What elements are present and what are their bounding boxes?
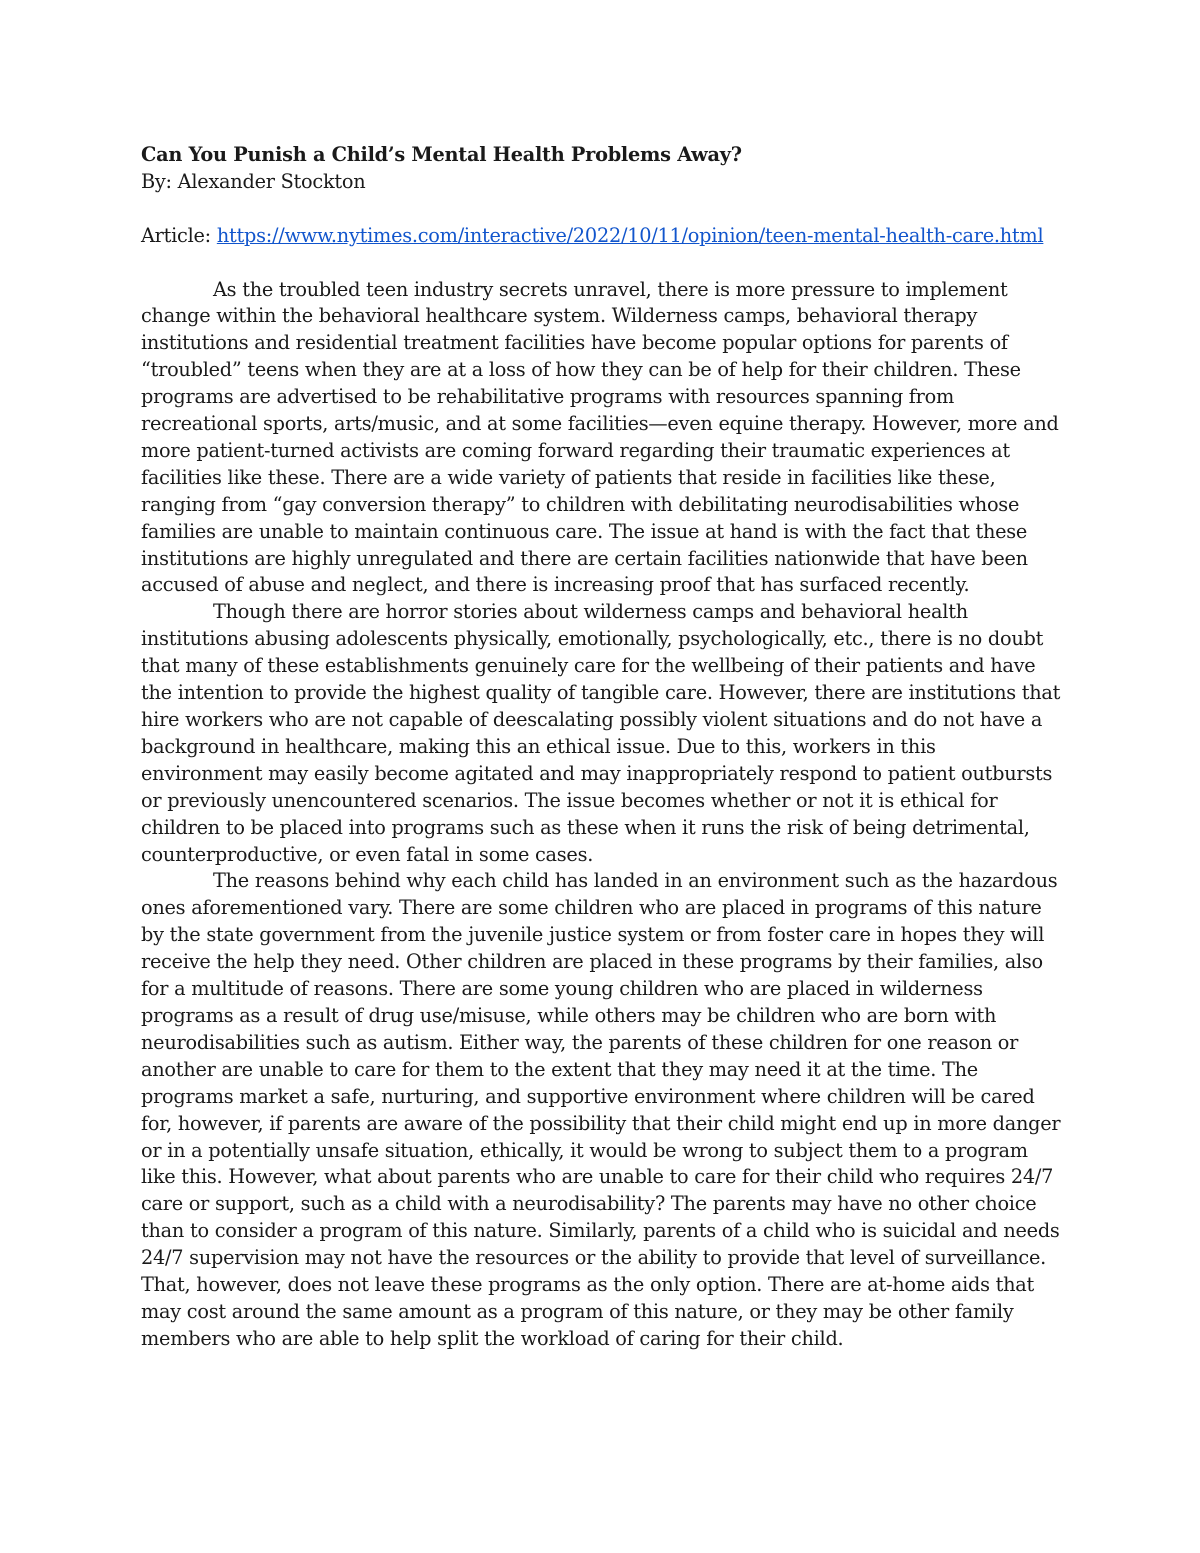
article-reference: [141, 223, 1061, 250]
body-paragraph-3: The reasons behind why each child has landed in an environment such as the hazardous ones aforementioned vary. There are some children who are placed in programs of this nature by the state government from the juvenile justice system or from foster care in hopes they will receive the help they need. Other children are placed in these programs by their families, also for a multitude of reasons. There are some young children who are placed in wilderness programs as a result of drug use/misuse, while others may be children who are born with neurodisabilities such as autism. Either way, the parents of these children for one reason or another are unable to care for them to the extent that they may need it at the time. The programs market a safe, nurturing, and supportive environment where children will be cared for, however, if parents are aware of the possibility that their child might end up in more danger or in a potentially unsafe situation, ethically, it would be wrong to subject them to a program like this. However, what about parents who are unable to care for their child who requires 24/7 care or support, such as a child with a neurodisability? The parents may have no other choice than to consider a program of this nature. Similarly, parents of a child who is suicidal and needs 24/7 supervision may not have the resources or the ability to provide that level of surveillance. That, however, does not leave these programs as the only option. There are at-home aids that may cost around the same amount as a program of this nature, or they may be other family members who are able to help split the workload of caring for their child.: [141, 869, 1061, 1350]
document-page: [141, 142, 1061, 1353]
body-paragraph-1: As the troubled teen industry secrets unravel, there is more pressure to implement change within the behavioral healthcare system. Wilderness camps, behavioral therapy institutions and residential treatment facilities have become popular options for parents of “troubled” teens when they are at a loss of how they can be of help for their children. These programs are advertised to be rehabilitative programs with resources spanning from recreational sports, arts/music, and at some facilities—even equine therapy. However, more and more patient-turned activists are coming forward regarding their traumatic experiences at facilities like these. There are a wide variety of patients that reside in facilities like these, ranging from “gay conversion therapy” to children with debilitating neurodisabilities whose families are unable to maintain continuous care. The issue at hand is with the fact that these institutions are highly unregulated and there are certain facilities nationwide that have been accused of abuse and neglect, and there is increasing proof that has surfaced recently.: [141, 277, 1059, 597]
author-byline: By: Alexander Stockton: [141, 169, 366, 193]
article-link[interactable]: https://www.nytimes.com/interactive/2022/10/11/opinion/teen-mental-health-care.html: [216, 223, 1044, 247]
article-label: Article:: [141, 223, 217, 247]
document-title: Can You Punish a Child’s Mental Health Problems Away?: [141, 143, 742, 166]
body-paragraph-2: Though there are horror stories about wilderness camps and behavioral health institutions abusing adolescents physically, emotionally, psychologically, etc., there is no doubt that many of these establishments genuinely care for the wellbeing of their patients and have the intention to provide the highest quality of tangible care. However, there are institutions that hire workers who are not capable of deescalating possibly violent situations and do not have a background in healthcare, making this an ethical issue. Due to this, workers in this environment may easily become agitated and may inappropriately respond to patient outbursts or previously unencountered scenarios. The issue becomes whether or not it is ethical for children to be placed into programs such as these when it runs the risk of being detrimental, counterproductive, or even fatal in some cases.: [141, 600, 1061, 866]
